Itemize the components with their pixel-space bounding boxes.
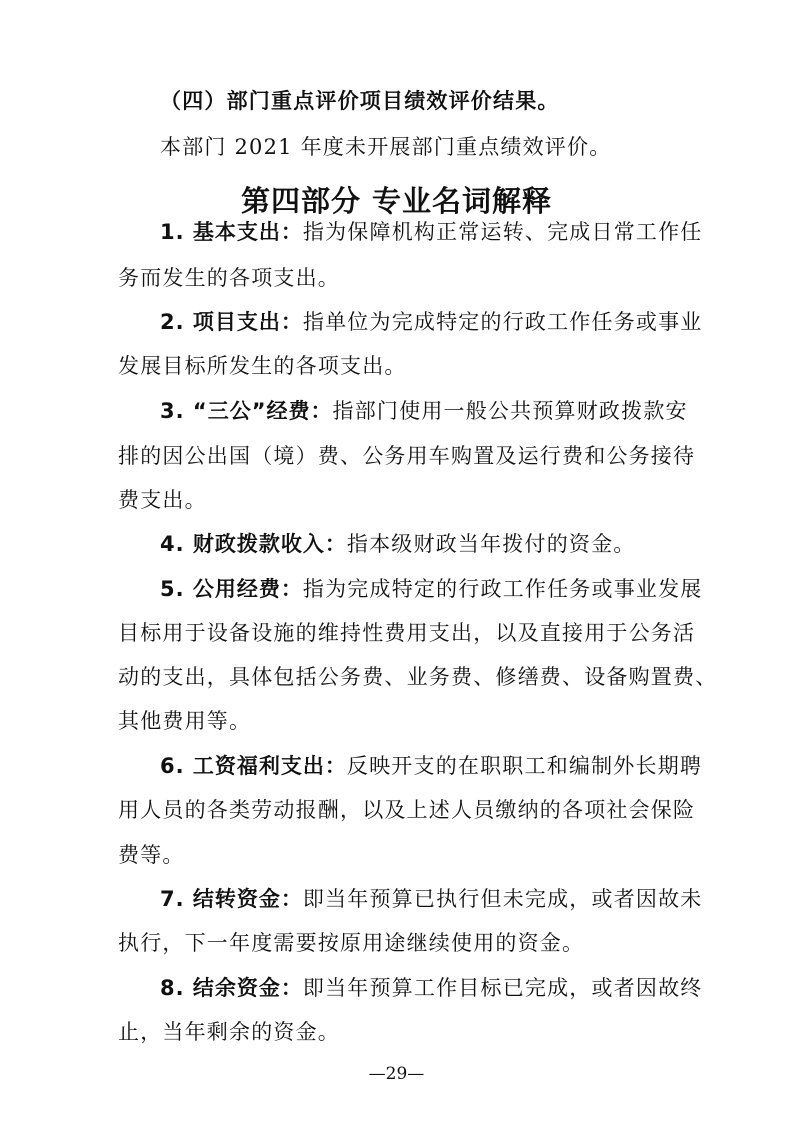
term-2-label: 2. 项目支出： [160,310,303,334]
term-3-line-1 [0,396,793,426]
term-2-text-1: 指单位为完成特定的行政工作任务或事业 [302,310,703,334]
term-5-label: 5. 公用经费： [160,577,303,601]
term-6-line-2: 用人员的各类劳动报酬，以及上述人员缴纳的各项社会保险 [118,798,696,822]
term-6-line-3: 费等。 [118,843,185,867]
term-5-line-3: 动的支出，具体包括公务费、业务费、修缮费、设备购置费、 [118,665,718,689]
subsection-heading-text: （四）部门重点评价项目绩效评价结果。 [160,89,560,113]
term-2-line-1 [0,307,793,337]
term-7-text-1: 即当年预算已执行但未完成，或者因故未 [302,887,703,911]
term-8-label: 8. 结余资金： [160,976,303,1000]
term-5-line-1 [0,574,793,604]
term-7-line-2: 执行，下一年度需要按原用途继续使用的资金。 [118,931,585,955]
term-4-line-1 [0,529,793,559]
term-2-line-2: 发展目标所发生的各项支出。 [118,354,407,378]
term-7-line-1 [0,884,793,914]
term-5-line-4: 其他费用等。 [118,709,252,733]
term-1-line-2: 务而发生的各项支出。 [118,266,340,290]
page-number: —29— [368,1064,425,1084]
term-1-label: 1. 基本支出： [160,220,303,244]
subsection-heading [0,86,793,116]
term-3-label: 3. “三公”经费： [160,399,333,423]
term-1-line-1 [0,217,793,247]
term-6-line-1 [0,751,793,781]
term-8-line-1 [0,973,793,1003]
term-8-text-1: 即当年预算工作目标已完成，或者因故终 [302,976,703,1000]
term-3-line-2: 排的因公出国（境）费、公务用车购置及运行费和公务接待 [118,444,696,468]
term-4-label: 4. 财政拨款收入： [160,532,347,556]
term-5-line-2: 目标用于设备设施的维持性费用支出，以及直接用于公务活 [118,621,696,645]
subsection-text: 本部门 2021 年度未开展部门重点绩效评价。 [160,135,612,159]
term-6-label: 6. 工资福利支出： [160,754,347,778]
term-4-text-1: 指本级财政当年拨付的资金。 [346,532,636,556]
term-1-text-1: 指为保障机构正常运转、完成日常工作任 [302,220,703,244]
term-7-label: 7. 结转资金： [160,887,303,911]
term-6-text-1: 反映开支的在职职工和编制外长期聘 [346,754,703,778]
section-title: 第四部分 专业名词解释 [240,184,553,218]
term-8-line-2: 止，当年剩余的资金。 [118,1020,340,1044]
term-5-text-1: 指为完成特定的行政工作任务或事业发展 [302,577,703,601]
term-3-line-3: 费支出。 [118,488,207,512]
term-3-text-1: 指部门使用一般公共预算财政拨款安 [332,399,688,423]
